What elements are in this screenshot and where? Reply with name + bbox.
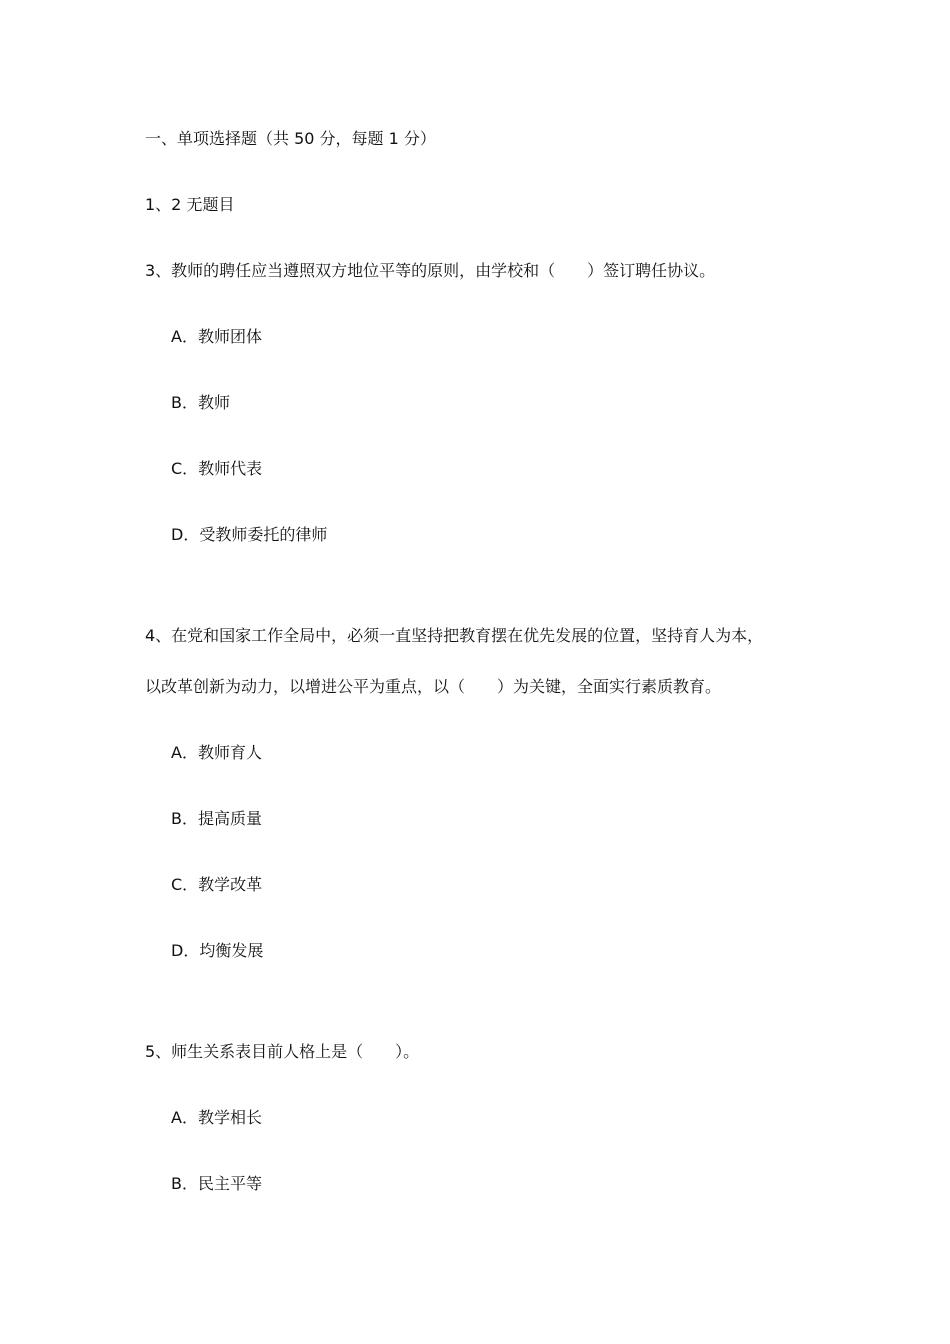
- question-5-option-a: A．教学相长: [171, 1108, 262, 1127]
- question-4-option-b: B．提高质量: [171, 809, 262, 828]
- question-5-stem: 5、师生关系表目前人格上是（ ）。: [145, 1042, 420, 1061]
- question-3-option-a: A．教师团体: [171, 327, 262, 346]
- question-3-option-c: C．教师代表: [171, 459, 263, 478]
- question-4-stem-line-2: 以改革创新为动力，以增进公平为重点，以（ ）为关键，全面实行素质教育。: [145, 677, 722, 696]
- section-heading: 一、单项选择题（共 50 分，每题 1 分）: [145, 129, 436, 148]
- question-5-option-b: B．民主平等: [171, 1174, 262, 1193]
- question-4-option-d: D．均衡发展: [171, 941, 264, 960]
- question-3-option-d: D．受教师委托的律师: [171, 525, 328, 544]
- question-4-option-c: C．教学改革: [171, 875, 263, 894]
- question-4-stem-line-1: 4、在党和国家工作全局中，必须一直坚持把教育摆在优先发展的位置，坚持育人为本，: [145, 626, 764, 645]
- question-3-stem: 3、教师的聘任应当遵照双方地位平等的原则，由学校和（ ）签订聘任协议。: [145, 261, 716, 280]
- question-note: 1、2 无题目: [145, 195, 235, 214]
- question-4-option-a: A．教师育人: [171, 743, 262, 762]
- question-3-option-b: B．教师: [171, 393, 230, 412]
